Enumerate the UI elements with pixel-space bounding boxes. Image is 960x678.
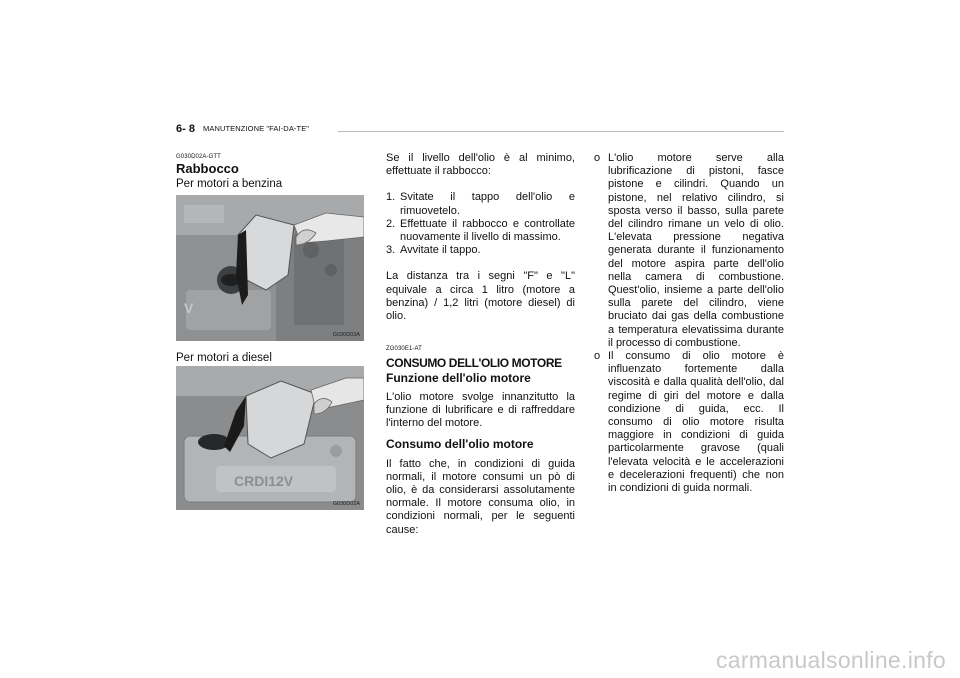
diesel-label: Per motori a diesel — [176, 352, 272, 364]
refill-intro: Se il livello dell'olio è al minimo, effettuate il rabbocco: — [386, 152, 575, 178]
bullet-item: o Il consumo di olio motore è influenzato fortemente dalla viscosità e dalla qualità dell'olio, dal regime di giri del motore e dalla condizione di guida, ecc. Il consumo di olio motore risulta maggiore in condizioni di guida particolarmente gravose (quali l'elevata velocità e le accelerazioni e decelerazioni frequenti) che non in condizioni di guida normali. — [594, 350, 784, 495]
page-number: 6- 8 — [176, 123, 195, 135]
diesel-label-block — [176, 350, 364, 364]
middle-column — [386, 152, 575, 537]
gasoline-engine-illustration — [176, 195, 364, 341]
header-rule — [338, 131, 784, 132]
refill-step: 2. Effettuate il rabbocco e controllate nuovamente il livello di massimo. — [386, 217, 575, 244]
refill-step: 3. Avvitate il tappo. — [386, 244, 481, 257]
consumption-title: Consumo dell'olio motore — [386, 437, 534, 452]
consumption-text: Il fatto che, in condizioni di guida normali, il motore consumi un pò di olio, è da considerarsi assolutamente normale. Il motore consuma olio, in condizioni normali, per le seguenti cause: — [386, 457, 575, 536]
diesel-photo-code: G030D02A — [332, 501, 360, 507]
bullet-item: o L'olio motore serve alla lubrificazione di pistoni, fasce pistone e cilindri. Quando un pistone, nel relativo cilindro, si sposta verso il basso, sulla parete del cilindro rimane un velo di olio. L'elevata pressione negativa generata durante il funzionamento del motore aspira parte dell'olio nella camera di combustione. Quest'olio, insieme a parte dell'olio sulla parete del cilindro, viene bruciato dai gas della combustione a temperatura elevatissima durante il processo di combustione. — [594, 152, 784, 349]
gasoline-photo-code: G030D03A — [332, 332, 360, 338]
refill-column — [176, 154, 364, 190]
gasoline-label: Per motori a benzina — [176, 178, 283, 190]
refill-code: G030D02A-GTT — [176, 154, 221, 160]
refill-title: Rabbocco — [176, 161, 239, 176]
diesel-engine-photo — [176, 366, 364, 510]
consumption-code: ZG030E1-AT — [386, 346, 422, 353]
function-text: L'olio motore svolge innanzitutto la funzione di lubrificare e di raffreddare l'interno del motore. — [386, 390, 575, 430]
section-header-title: MANUTENZIONE "FAI-DA-TE" — [203, 124, 310, 133]
svg-text:V: V — [184, 300, 194, 316]
refill-steps — [386, 191, 575, 257]
diesel-engine-illustration — [176, 366, 364, 510]
refill-step: 1. Svitate il tappo dell'olio e rimuovetelo. — [386, 191, 575, 217]
function-title: Funzione dell'olio motore — [386, 370, 531, 385]
engine-cover-text: CRDI12V — [234, 473, 294, 489]
right-column — [594, 152, 784, 495]
distance-note: La distanza tra i segni "F" e "L" equivale a circa 1 litro (motore a benzina) / 1,2 litri (motore diesel) di olio. — [386, 270, 575, 323]
gasoline-engine-photo — [176, 195, 364, 341]
consumption-section-title: CONSUMO DELL'OLIO MOTORE — [386, 356, 562, 371]
watermark: carmanualsonline.info — [715, 647, 946, 673]
